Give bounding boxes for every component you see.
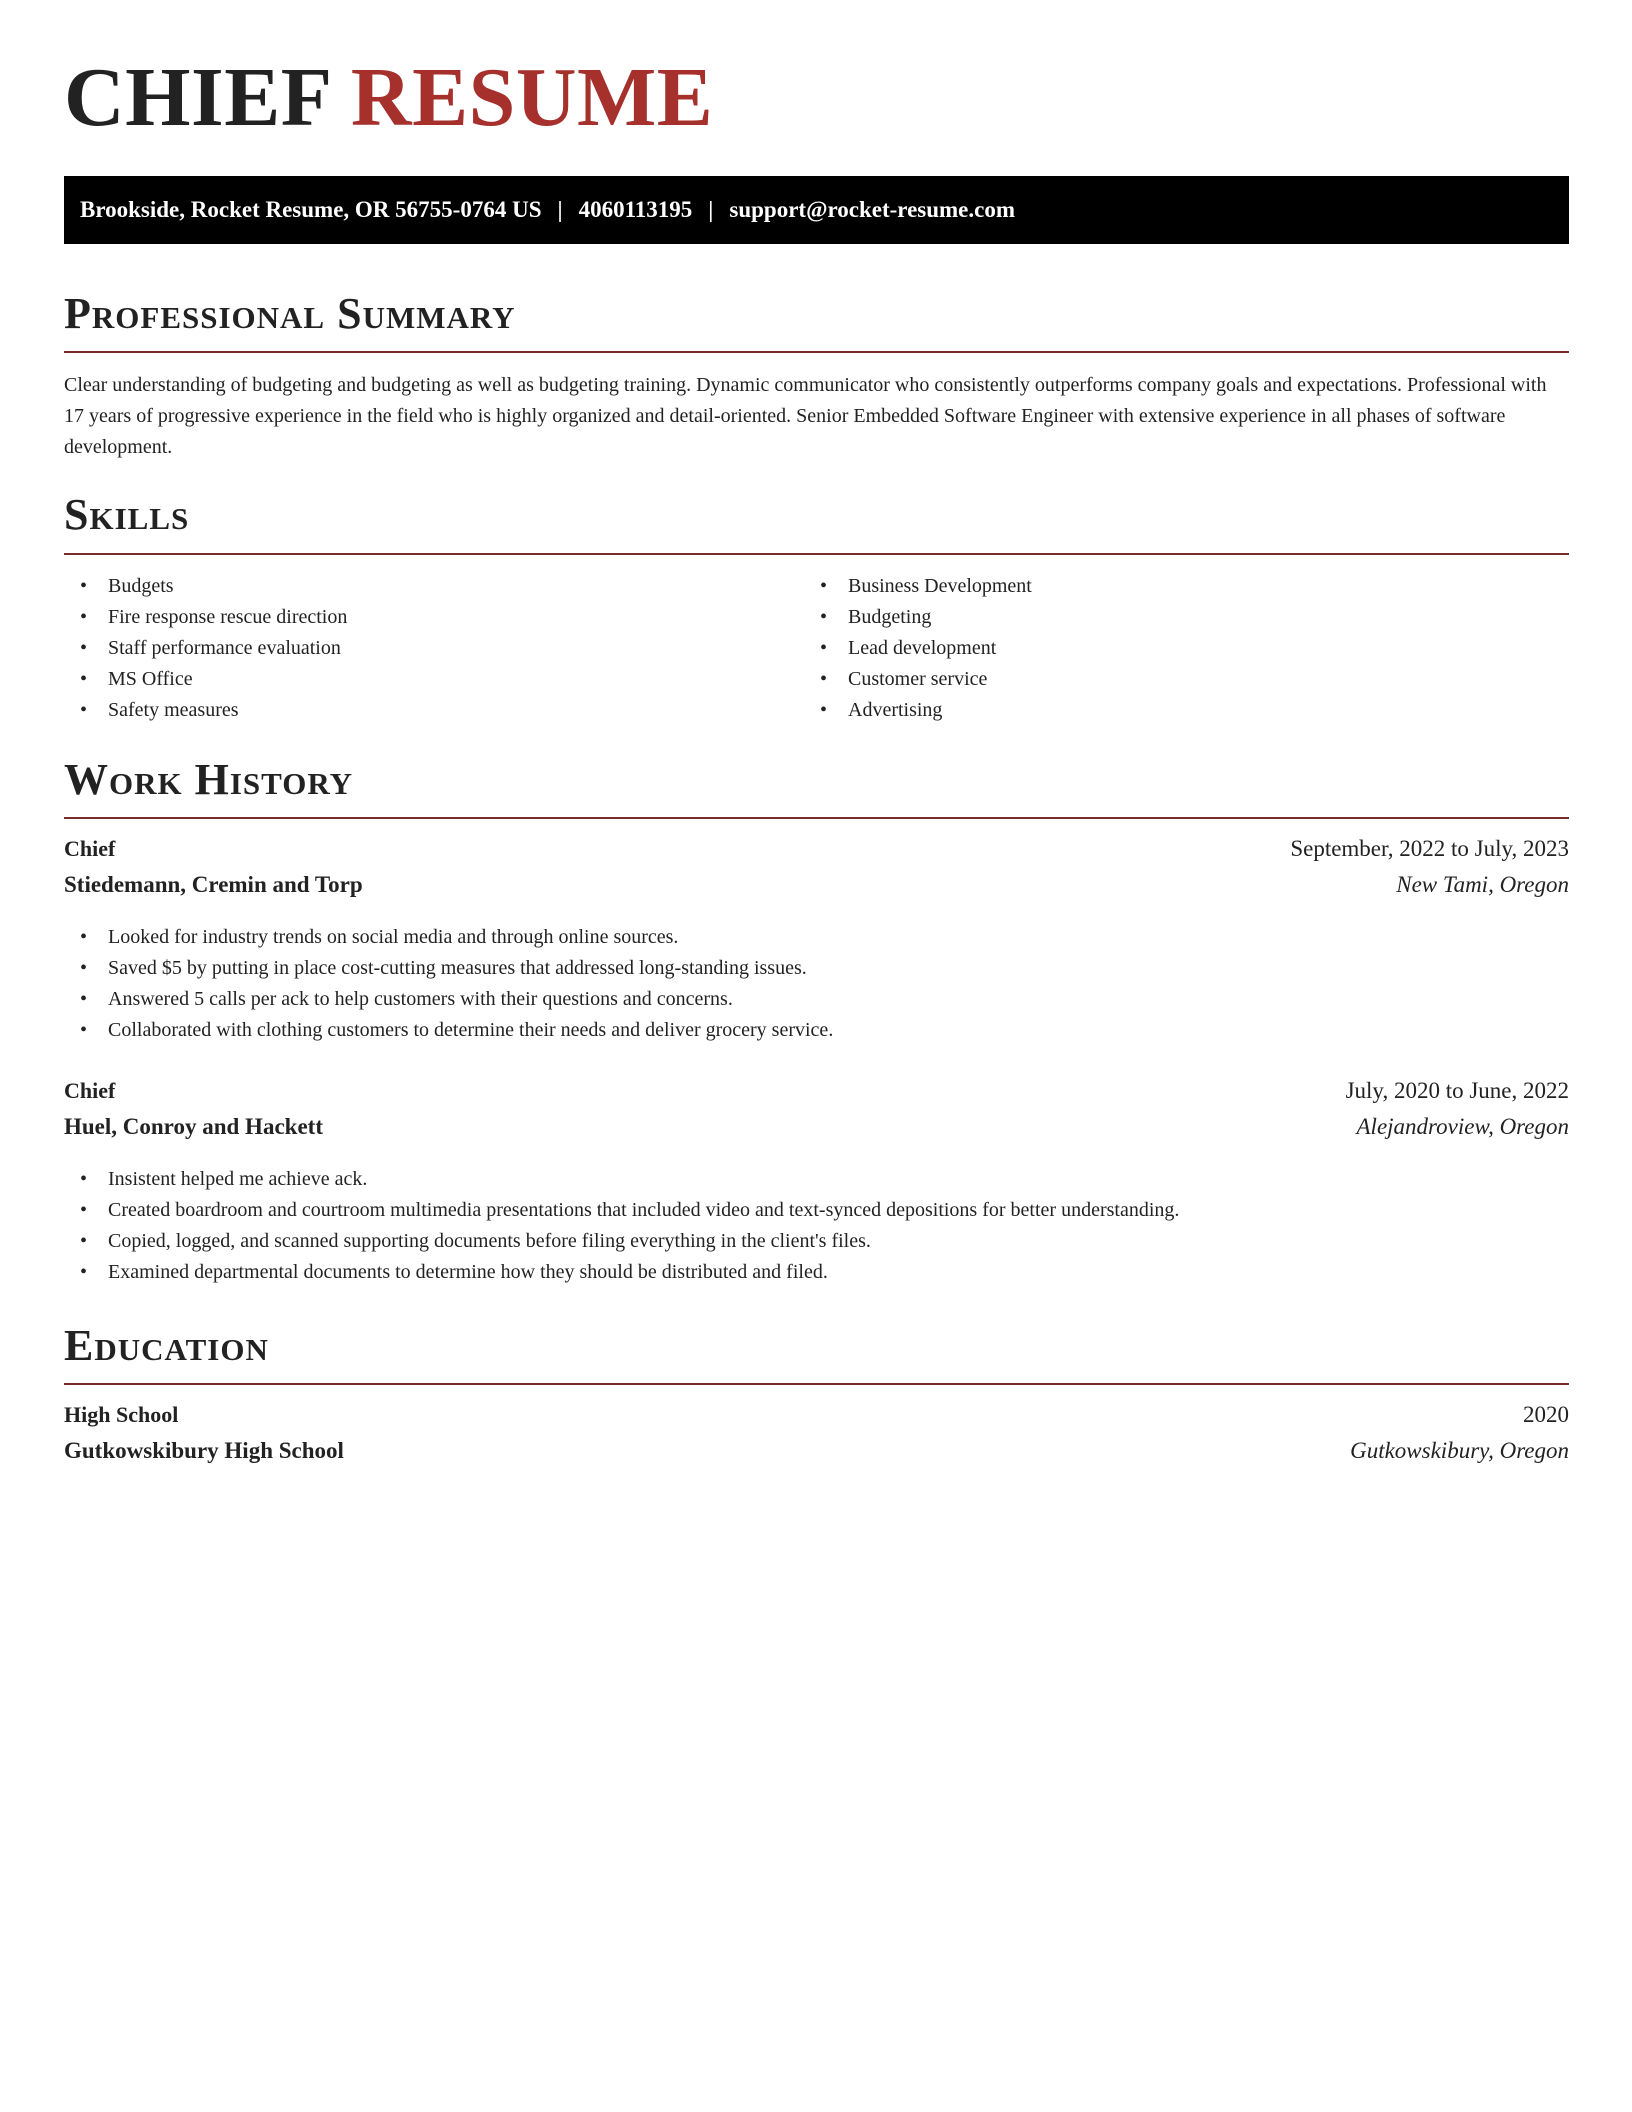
- job-bullets: [64, 922, 1569, 1046]
- skill-item: • MS Office: [64, 664, 804, 695]
- work-history-heading: Work History: [64, 755, 354, 804]
- job-location: Alejandroview, Oregon: [1356, 1114, 1569, 1139]
- job-bullets: [64, 1164, 1569, 1288]
- skill-item: • Budgeting: [804, 602, 1544, 633]
- job-location: New Tami, Oregon: [1396, 872, 1569, 897]
- work-entry: [64, 1078, 1569, 1288]
- skill-item: • Business Development: [804, 571, 1544, 602]
- job-bullet: • Looked for industry trends on social media and through online sources.: [64, 922, 1569, 953]
- job-bullet: • Examined departmental documents to determine how they should be distributed and filed.: [64, 1257, 1569, 1288]
- job-bullet: • Answered 5 calls per ack to help customers with their questions and concerns.: [64, 984, 1569, 1015]
- skill-item: • Staff performance evaluation: [64, 633, 804, 664]
- summary-heading: Professional Summary: [64, 289, 516, 338]
- skill-item: • Fire response rescue direction: [64, 602, 804, 633]
- skills-column-left: [64, 571, 804, 726]
- resume-name: [64, 51, 714, 144]
- education-school: Gutkowskibury High School: [64, 1438, 344, 1463]
- name-first: CHIEF: [64, 51, 330, 144]
- skills-heading: Skills: [64, 490, 190, 539]
- name-last: RESUME: [350, 51, 714, 144]
- skills-column-right: [804, 571, 1544, 726]
- job-bullet: • Created boardroom and courtroom multimedia presentations that included video and text-synced depositions for better understanding.: [64, 1195, 1569, 1226]
- job-bullet: • Collaborated with clothing customers to determine their needs and deliver grocery service.: [64, 1015, 1569, 1046]
- education-year: 2020: [1523, 1402, 1569, 1427]
- skill-item: • Customer service: [804, 664, 1544, 695]
- job-title: Chief: [64, 836, 116, 861]
- contact-phone: 4060113195: [578, 197, 693, 222]
- summary-divider: [64, 351, 1569, 353]
- skills-list: [64, 571, 1569, 726]
- job-company: Huel, Conroy and Hackett: [64, 1114, 323, 1139]
- contact-separator: |: [557, 197, 563, 222]
- summary-text: Clear understanding of budgeting and budgeting as well as budgeting training. Dynamic communicator who consistently outperforms company goals and expectations. Professional with 17 years of progressive experience in the field who is highly organized and detail-oriented. Senior Embedded Software Engineer with extensive experience in all phases of software development.: [64, 374, 1547, 458]
- skill-item: • Lead development: [804, 633, 1544, 664]
- job-title: Chief: [64, 1078, 116, 1103]
- job-bullet: • Insistent helped me achieve ack.: [64, 1164, 1569, 1195]
- work-history-divider: [64, 817, 1569, 819]
- skill-item: • Budgets: [64, 571, 804, 602]
- contact-bar: [64, 176, 1569, 244]
- contact-email[interactable]: support@rocket-resume.com: [729, 197, 1016, 222]
- job-dates: September, 2022 to July, 2023: [1290, 836, 1569, 861]
- skill-item: • Advertising: [804, 695, 1544, 726]
- education-divider: [64, 1383, 1569, 1385]
- contact-address: Brookside, Rocket Resume, OR 56755-0764 US: [80, 197, 542, 222]
- job-bullet: • Copied, logged, and scanned supporting documents before filing everything in the client's files.: [64, 1226, 1569, 1257]
- work-entry: [64, 836, 1569, 1046]
- education-degree: High School: [64, 1402, 179, 1427]
- education-heading: Education: [64, 1321, 269, 1370]
- job-company: Stiedemann, Cremin and Torp: [64, 872, 363, 897]
- education-entry: [64, 1402, 1569, 1474]
- skills-divider: [64, 553, 1569, 555]
- education-location: Gutkowskibury, Oregon: [1350, 1438, 1569, 1463]
- job-dates: July, 2020 to June, 2022: [1345, 1078, 1569, 1103]
- skill-item: • Safety measures: [64, 695, 804, 726]
- contact-separator: |: [708, 197, 714, 222]
- job-bullet: • Saved $5 by putting in place cost-cutting measures that addressed long-standing issues.: [64, 953, 1569, 984]
